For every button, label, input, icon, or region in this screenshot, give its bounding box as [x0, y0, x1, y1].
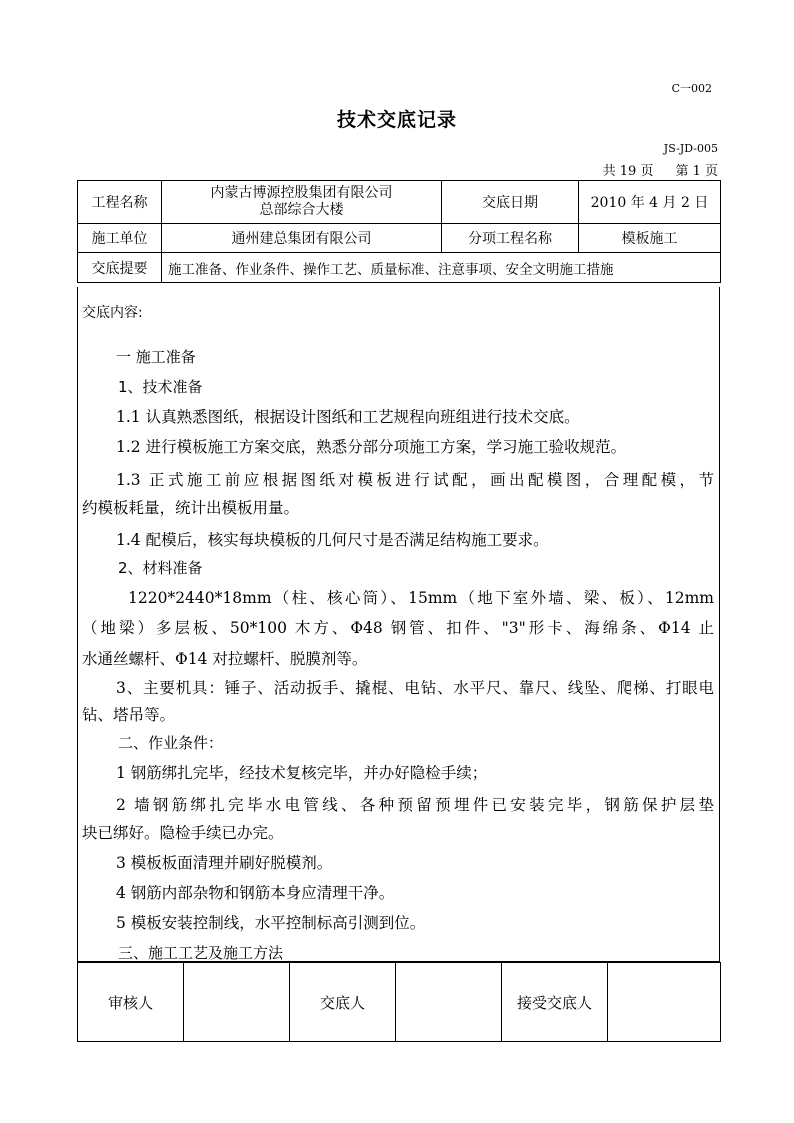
content-line: 约模板耗量，统计出模板用量。	[82, 499, 300, 517]
summary-label: 交底提要	[78, 253, 162, 283]
project-name-line1: 内蒙古博源控股集团有限公司	[210, 185, 393, 201]
section-heading-2: 二、作业条件：	[118, 734, 224, 752]
content-line: （地梁）多层板、50*100 木方、Φ48 钢管、扣件、"3"形卡、海绵条、Φ14 止	[82, 619, 714, 637]
date-value: 2010 年 4 月 2 日	[579, 181, 721, 224]
content-line: 块已绑好。隐检手续已办完。	[82, 824, 284, 842]
section-heading-3: 三、施工工艺及施工方法	[118, 944, 284, 962]
content-line: 1.2 进行模板施工方案交底，熟悉分部分项施工方案，学习施工验收规范。	[116, 438, 627, 456]
content-line: 1.4 配模后，核实每块模板的几何尺寸是否满足结构施工要求。	[116, 531, 549, 549]
reviewer-label: 审核人	[78, 963, 184, 1042]
project-name-label: 工程名称	[78, 181, 162, 224]
header-table	[77, 180, 721, 283]
content-label: 交底内容:	[82, 305, 143, 321]
current-page: 第 1 页	[675, 164, 718, 179]
content-line: 1 钢筋绑扎完毕，经技术复核完毕，并办好隐检手续；	[116, 764, 488, 782]
receiver-signature-field[interactable]	[608, 963, 721, 1042]
content-line: 3、主要机具：锤子、活动扳手、撬棍、电钻、水平尺、靠尺、线坠、爬梯、打眼电	[116, 679, 714, 697]
document-code: JS-JD-005	[663, 142, 718, 155]
form-code: C一002	[671, 82, 712, 95]
unit-label: 施工单位	[78, 224, 162, 253]
section-heading-1: 一 施工准备	[116, 348, 196, 366]
summary-value: 施工准备、作业条件、操作工艺、质量标准、注意事项、安全文明施工措施	[162, 253, 721, 283]
subsection-heading-2: 2、材料准备	[118, 559, 203, 577]
content-line: 1220*2440*18mm（柱、核心筒）、15mm（地下室外墙、梁、板）、12mm	[128, 589, 714, 607]
date-label: 交底日期	[442, 181, 579, 224]
content-line: 钻、塔吊等。	[82, 706, 176, 724]
receiver-label: 接受交底人	[502, 963, 608, 1042]
content-line: 3 模板板面清理并刷好脱模剂。	[116, 854, 333, 872]
unit-value: 通州建总集团有限公司	[162, 224, 442, 253]
project-name-line2: 总部综合大楼	[259, 202, 344, 218]
presenter-signature-field[interactable]	[396, 963, 502, 1042]
content-line: 2 墙钢筋绑扎完毕水电管线、各种预留预埋件已安装完毕，钢筋保护层垫	[116, 796, 714, 814]
content-line: 5 模板安装控制线，水平控制标高引测到位。	[116, 914, 426, 932]
total-pages: 共 19 页	[602, 164, 654, 179]
subproject-label: 分项工程名称	[442, 224, 579, 253]
content-line: 水通丝螺杆、Φ14 对拉螺杆、脱膜剂等。	[82, 650, 368, 668]
subsection-heading-1: 1、技术准备	[118, 378, 203, 396]
page-count	[560, 160, 718, 179]
document-title: 技术交底记录	[336, 109, 457, 131]
content-line: 1.3 正式施工前应根据图纸对模板进行试配，画出配模图，合理配模，节	[116, 471, 714, 489]
subproject-value: 模板施工	[579, 224, 721, 253]
content-line: 1.1 认真熟悉图纸，根据设计图纸和工艺规程向班组进行技术交底。	[116, 408, 580, 426]
project-name-value	[162, 181, 442, 224]
reviewer-signature-field[interactable]	[184, 963, 290, 1042]
content-line: 4 钢筋内部杂物和钢筋本身应清理干净。	[116, 884, 395, 902]
signature-table	[77, 962, 721, 1042]
presenter-label: 交底人	[290, 963, 396, 1042]
